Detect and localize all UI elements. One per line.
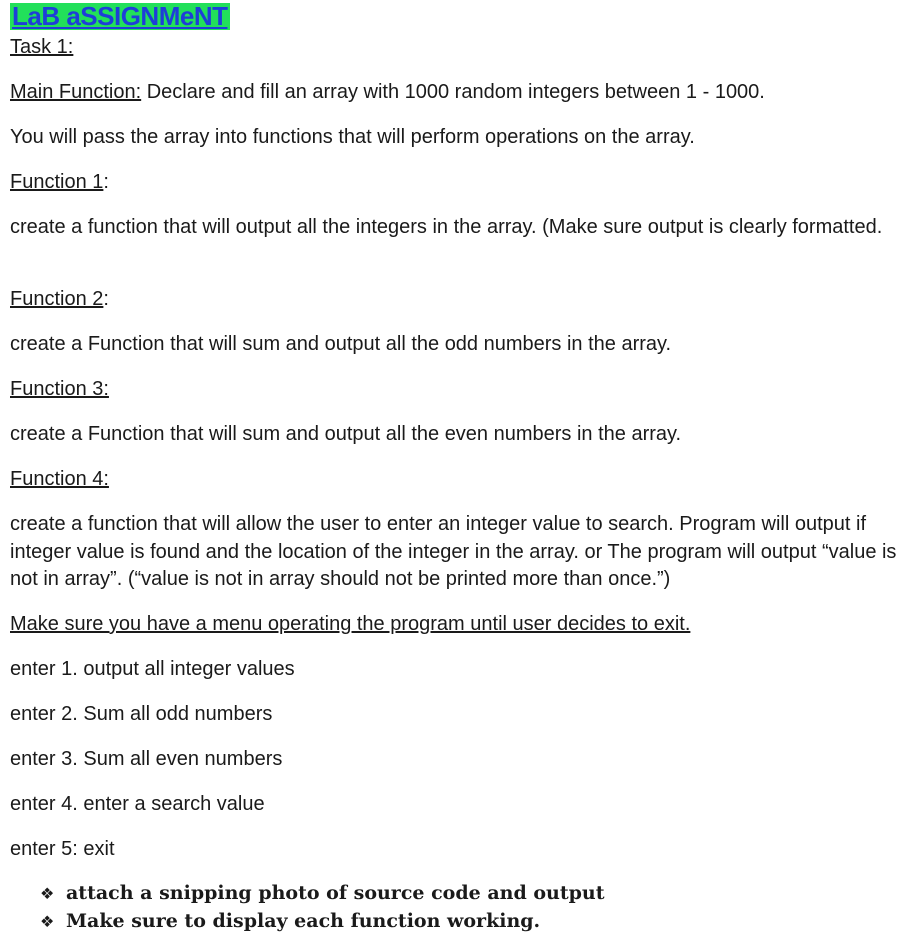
menu-item-1: enter 1. output all integer values [10,658,295,680]
function-3-heading: Function 3: [10,378,109,400]
function-2-colon: : [103,288,109,310]
menu-item-4: enter 4. enter a search value [10,793,265,815]
diamond-bullet-icon: ❖ [40,884,55,903]
assignment-title: LaB aSSIGNMeNT [12,1,228,31]
menu-item-2: enter 2. Sum all odd numbers [10,703,273,725]
main-function-label: Main Function: [10,81,142,103]
function-4-description: create a function that will allow the user to enter an integer value to search. Program will output if integer value is found and the location of the integer in the array. or The program will output “value is not in array”. (“value is not in array should not be printed more than once.”) [10,513,897,590]
function-2-description: create a Function that will sum and output all the odd numbers in the array. [10,333,672,355]
function-2-label: Function 2 [10,288,104,310]
task-heading: Task 1: [10,36,74,58]
bullet-text-2: Make sure to display each function working. [66,909,541,932]
main-function-line [10,79,765,106]
menu-item-5: enter 5: exit [10,838,115,860]
bullet-item-2 [40,908,605,935]
function-3-description: create a Function that will sum and output all the even numbers in the array. [10,423,682,445]
bullet-list [40,880,605,935]
function-1-colon: : [103,171,109,193]
function-1-description: create a function that will output all the integers in the array. (Make sure output is clearly formatted. [10,216,883,238]
pass-array-text: You will pass the array into functions that will perform operations on the array. [10,126,695,148]
bullet-item-1 [40,880,605,908]
menu-heading: Make sure you have a menu operating the program until user decides to exit. [10,613,691,635]
diamond-bullet-icon: ❖ [40,911,55,931]
function-1-label: Function 1 [10,171,104,193]
function-4-heading: Function 4: [10,468,109,490]
function-2-heading [10,286,109,313]
bullet-text-1: attach a snipping photo of source code and output [66,882,605,904]
function-1-heading [10,169,109,196]
menu-item-3: enter 3. Sum all even numbers [10,748,283,770]
main-function-text: Declare and fill an array with 1000 random integers between 1 - 1000. [141,81,765,103]
